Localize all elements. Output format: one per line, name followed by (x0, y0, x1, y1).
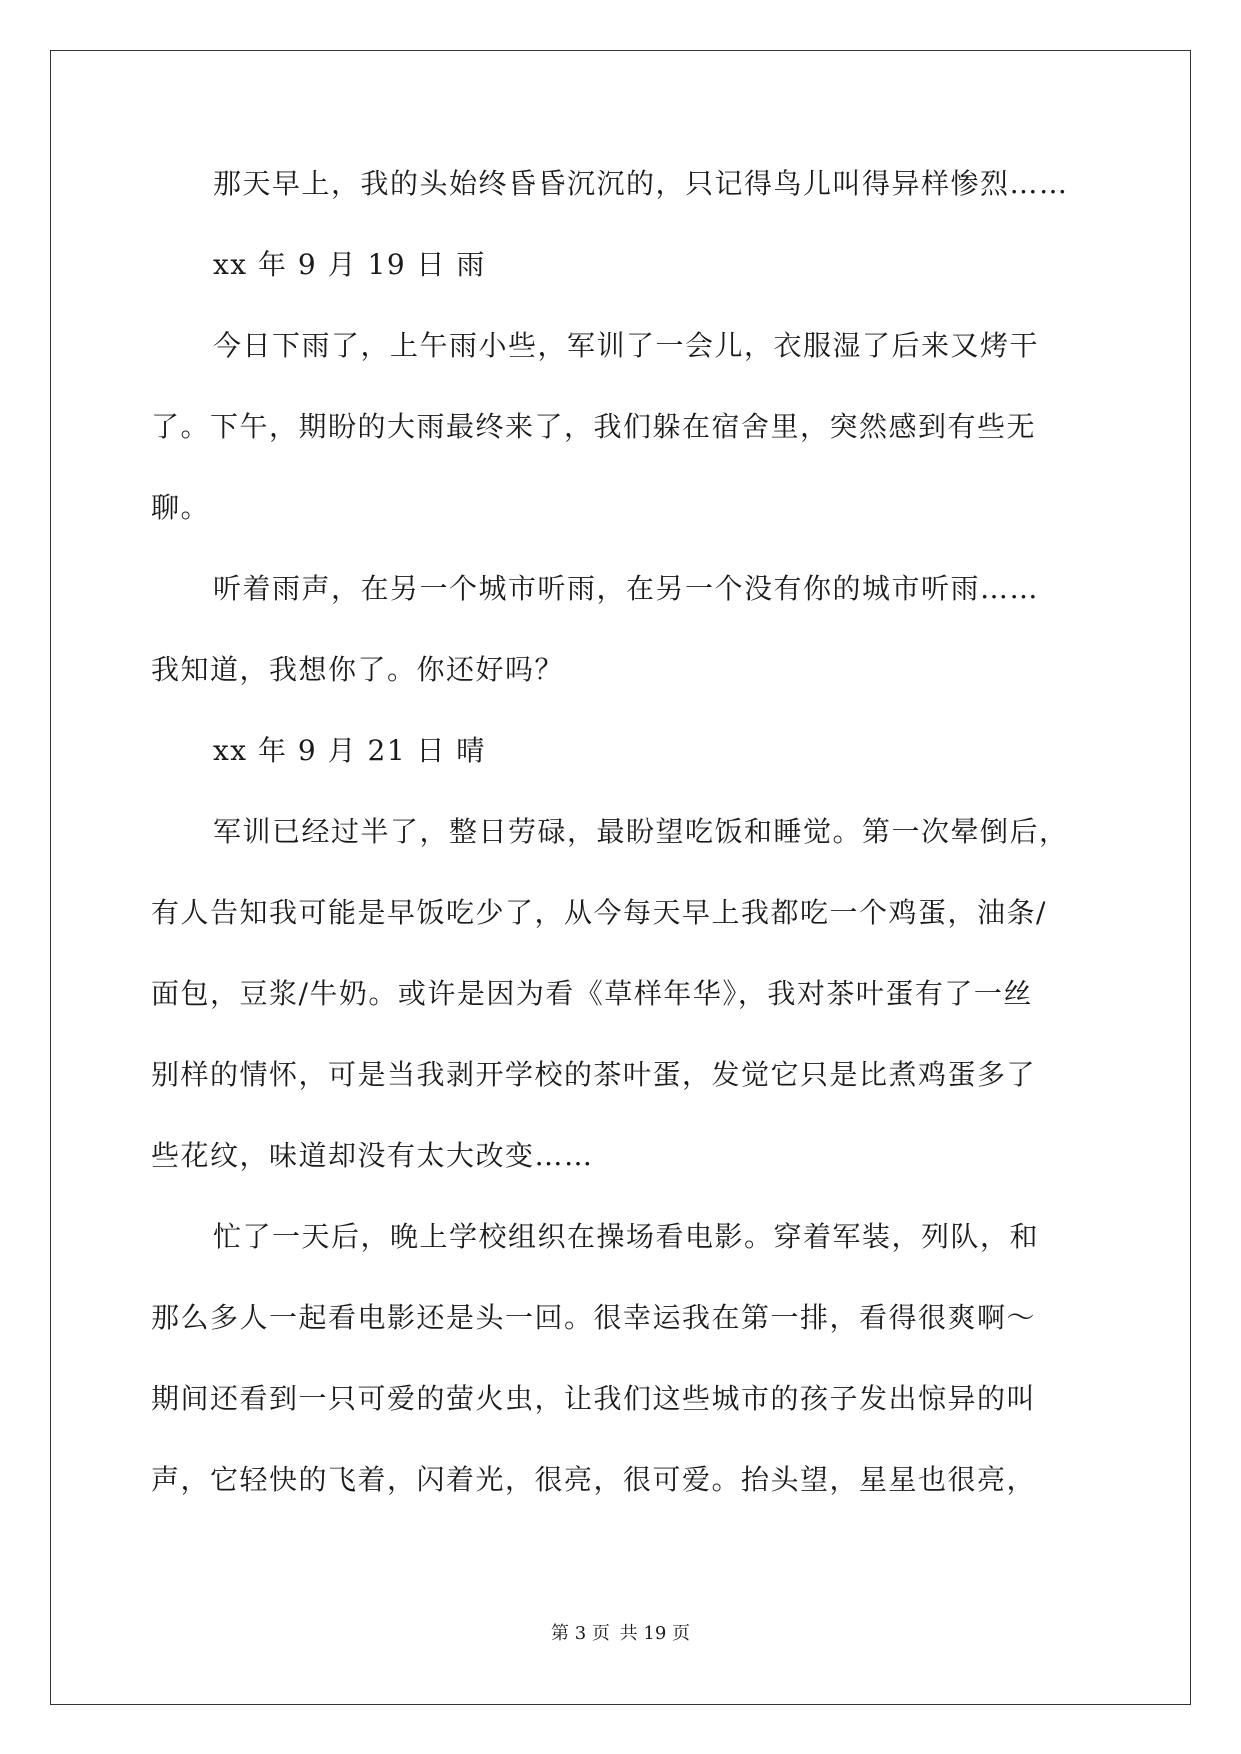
document-body (151, 164, 1091, 1541)
paragraph-line: 了。下午，期盼的大雨最终来了，我们躲在宿舍里，突然感到有些无 (151, 410, 1037, 443)
paragraph-line: 些花纹，味道却没有太大改变…… (151, 1139, 594, 1172)
paragraph-line: 那么多人一起看电影还是头一回。很幸运我在第一排，看得很爽啊～ (151, 1301, 1037, 1334)
paragraph-line: 听着雨声，在另一个城市听雨，在另一个没有你的城市听雨…… (213, 572, 1040, 605)
paragraph-line: 聊。 (151, 491, 211, 524)
paragraph-line: 忙了一天后，晚上学校组织在操场看电影。穿着军装，列队，和 (213, 1220, 1040, 1253)
date-heading: xx 年 9 月 19 日 雨 (213, 248, 486, 281)
paragraph-line: 那天早上，我的头始终昏昏沉沉的，只记得鸟儿叫得异样惨烈…… (213, 167, 1069, 200)
paragraph-line: 别样的情怀，可是当我剥开学校的茶叶蛋，发觉它只是比煮鸡蛋多了 (151, 1058, 1037, 1091)
paragraph-line: 我知道，我想你了。你还好吗？ (151, 653, 565, 686)
paragraph-line: 今日下雨了，上午雨小些，军训了一会儿，衣服湿了后来又烤干 (213, 329, 1040, 362)
date-heading: xx 年 9 月 21 日 晴 (213, 734, 486, 767)
paragraph-line: 声，它轻快的飞着，闪着光，很亮，很可爱。抬头望，星星也很亮， (151, 1463, 1037, 1496)
paragraph-line: 军训已经过半了，整日劳碌，最盼望吃饭和睡觉。第一次晕倒后， (213, 815, 1069, 848)
paragraph-line: 期间还看到一只可爱的萤火虫，让我们这些城市的孩子发出惊异的叫 (151, 1382, 1037, 1415)
total-pages: 共 19 页 (619, 1623, 690, 1644)
paragraph-line: 有人告知我可能是早饭吃少了，从今每天早上我都吃一个鸡蛋，油条/ (151, 896, 1047, 929)
page-number: 第 3 页 (551, 1623, 610, 1644)
paragraph-line: 面包，豆浆/牛奶。或许是因为看《草样年华》，我对茶叶蛋有了一丝 (151, 977, 1033, 1010)
page-footer (0, 1622, 1241, 1646)
